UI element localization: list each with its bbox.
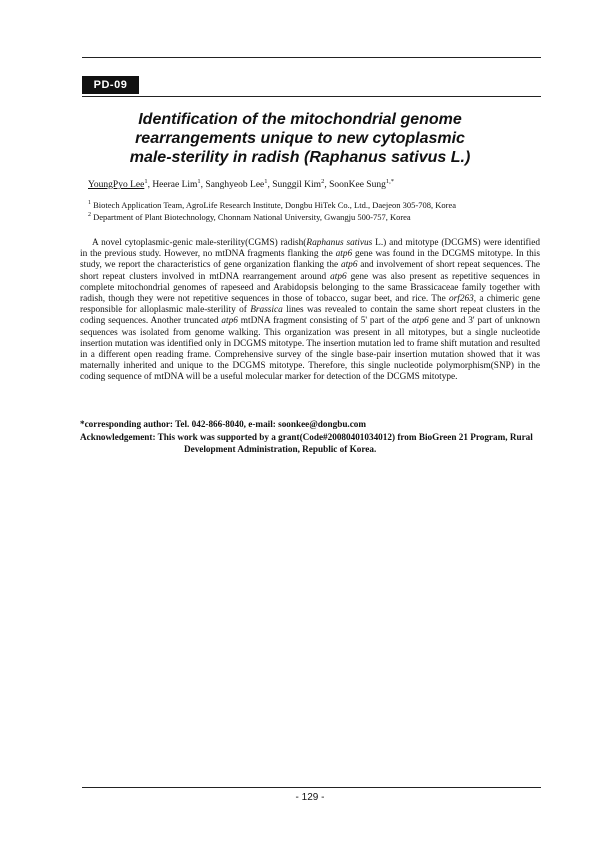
- title-line: Identification of the mitochondrial genome: [138, 111, 462, 128]
- affiliation: [88, 210, 528, 223]
- page-number: - 129 -: [295, 792, 325, 803]
- abstract-text: A novel cytoplasmic-genic male-sterility(CGMS) radish(Raphanus sativus L.) and mitotype (DCGMS) were identified in the previous study. However, no mtDNA fragments flanking the atp6 gene was found in the DCGMS mitotype. In this study, we report the characteristics of gene organization flanking the atp6 and involvement of short repeat sequences. The short repeat clusters involved in mtDNA rearrangement around atp6 gene was also present as repetitive sequences in complete mitochondrial genomes of rapeseed and Arabidopsis belonging to the same Brassicaceae family together with radish, though they were not repetitive sequences in those of tobacco, sugar beet, and rice. The orf263, a chimeric gene responsible for alloplasmic male-sterility of Brassica lines was revealed to contain the same short repeat clusters in the coding sequences. Another truncated atp6 mtDNA fragment consisting of 5' part of the atp6 gene and 3' part of unknown sequences was isolated from genome walking. This organization was present in all mitotypes, but a single nucleotide insertion mutation was identified only in DCGMS mitotype. The insertion mutation led to frame shift mutation and resulted in a different open reading frame. Comprehensive survey of the single base-pair insertion mutation showed that it was maternally inherited and unique to the DCGMS mitotype. Therefore, this single nucleotide polymorphism(SNP) in the coding sequence of mtDNA will be a useful molecular marker for detection of the DCGMS mitotype.: [80, 238, 541, 383]
- footer-rule: [82, 787, 541, 788]
- top-rule: [82, 57, 541, 58]
- paper-title: [90, 110, 510, 167]
- title-line: male-sterility in radish (Raphanus sativus L.): [129, 149, 471, 166]
- author-name: Heerae Lim: [152, 180, 198, 191]
- author-name: Sanghyeob Lee: [205, 180, 265, 191]
- author-list: YoungPyo Lee$^1$, Heerae Lim$^1$, Sanghyeob Lee$^1$, Sunggil Kim$^2$, SoonKee Sung$^{1,*}$: [88, 178, 394, 191]
- affiliation: [88, 198, 528, 211]
- affiliation-text: Department of Plant Biotechnology, Chonnam National University, Gwangju 500-757, Korea: [93, 211, 411, 222]
- affiliation-mark: 2: [88, 212, 91, 218]
- author-affil-mark: 2: [321, 178, 325, 185]
- author-name: YoungPyo Lee: [88, 180, 145, 191]
- session-badge: PD-09: [82, 76, 139, 94]
- author-affil-mark: 1: [144, 178, 148, 185]
- acknowledgement-line: Development Administration, Republic of Korea.: [184, 443, 377, 454]
- corresponding-author: *corresponding author: Tel. 042-866-8040, e-mail: soonkee@dongbu.com: [80, 419, 367, 429]
- author-affil-mark: 1,*: [385, 178, 394, 185]
- acknowledgement: [80, 432, 540, 455]
- author-affil-mark: 1: [197, 178, 201, 185]
- title-line: rearrangements unique to new cytoplasmic: [135, 130, 465, 147]
- affiliation-text: Biotech Application Team, AgroLife Research Institute, Dongbu HiTek Co., Ltd., Daejeon 305-708, Korea: [93, 199, 457, 210]
- author-name: SoonKee Sung: [329, 180, 386, 191]
- acknowledgement-line: Acknowledgement: This work was supported by a grant(Code#20080401034012) from BioGreen 21 Program, Rural: [80, 432, 533, 442]
- author-affil-mark: 1: [264, 178, 268, 185]
- affiliation-mark: 1: [88, 200, 91, 206]
- header-rule: [82, 96, 541, 97]
- author-name: Sunggil Kim: [272, 180, 322, 191]
